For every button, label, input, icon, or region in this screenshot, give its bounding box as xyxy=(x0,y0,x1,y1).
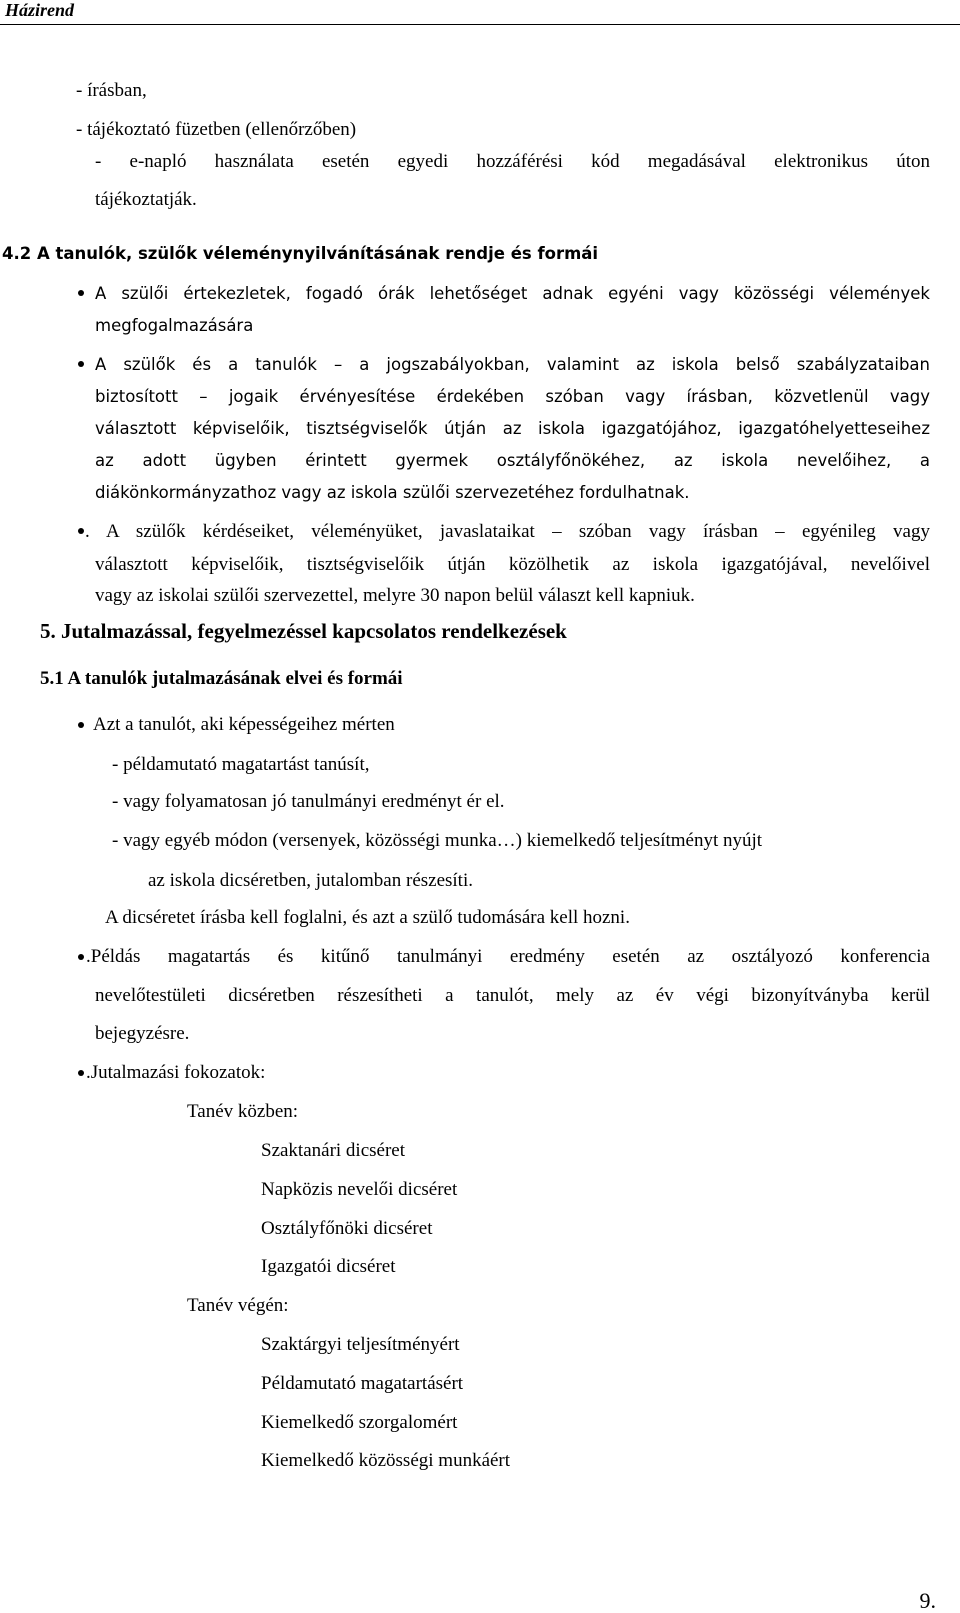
list-item-continuation: az iskola dicséretben, jutalomban részesíti. xyxy=(148,870,473,891)
section-heading-5-1: 5.1 A tanulók jutalmazásának elvei és formái xyxy=(40,668,403,689)
list-item: - tájékoztató füzetben (ellenőrzőben) xyxy=(76,119,357,140)
paragraph-line: A szülői értekezletek, fogadó órák lehetőséget adnak egyéni vagy közösségi vélemények xyxy=(95,284,930,303)
list-item: Kiemelkedő szorgalomért xyxy=(261,1412,458,1433)
paragraph-line: .Jutalmazási fokozatok: xyxy=(86,1062,266,1083)
section-heading-4-2: 4.2 A tanulók, szülők véleménynyilvánításának rendje és formái xyxy=(2,244,599,263)
list-item: - e-napló használata esetén egyedi hozzáférési kód megadásával elektronikus úton xyxy=(95,151,930,172)
list-item: Napközis nevelői dicséret xyxy=(261,1179,458,1200)
paragraph-line: A dicséretet írásba kell foglalni, és azt a szülő tudomására kell hozni. xyxy=(105,907,630,928)
paragraph-line: biztosított – jogaik érvényesítése érdekében szóban vagy írásban, közvetlenül vagy xyxy=(95,387,930,406)
list-item: - vagy folyamatosan jó tanulmányi eredményt ér el. xyxy=(112,791,505,812)
list-item: - vagy egyéb módon (versenyek, közösségi munka…) kiemelkedő teljesítményt nyújt xyxy=(112,830,763,851)
paragraph-line: megfogalmazására xyxy=(95,316,254,335)
section-heading-5: 5. Jutalmazással, fegyelmezéssel kapcsolatos rendelkezések xyxy=(40,619,567,643)
paragraph-line: .Példás magatartás és kitűnő tanulmányi eredmény esetén az osztályozó konferencia xyxy=(86,946,930,967)
bullet-icon xyxy=(78,954,84,960)
list-item: Kiemelkedő közösségi munkáért xyxy=(261,1450,511,1471)
paragraph-line: bejegyzésre. xyxy=(95,1023,190,1044)
paragraph-line: diákönkormányzathoz vagy az iskola szülői szervezetéhez fordulhatnak. xyxy=(95,483,690,502)
bullet-icon xyxy=(78,361,84,367)
paragraph-line: választott képviselőik, tisztségviselők útján az iskola igazgatójához, igazgatóhelyetteseihez xyxy=(95,419,930,438)
paragraph-line: nevelőtestületi dicséretben részesítheti a tanulót, mely az év végi bizonyítványba kerül xyxy=(95,985,930,1006)
paragraph-line: választott képviselőik, tisztségviselőik útján közölhetik az iskola igazgatójával, nevelőivel xyxy=(95,554,930,575)
bullet-icon xyxy=(78,528,84,534)
paragraph-line: . A szülők kérdéseiket, véleményüket, javaslataikat – szóban vagy írásban – egyénileg vagy xyxy=(85,521,930,542)
bullet-icon xyxy=(78,1070,84,1076)
list-item: Példamutató magatartásért xyxy=(261,1373,464,1394)
paragraph-line: az adott ügyben érintett gyermek osztályfőnökéhez, az iskola nevelőihez, a xyxy=(95,451,930,470)
page-number: 9. xyxy=(919,1588,936,1613)
list-item: - írásban, xyxy=(76,80,147,101)
paragraph-line: Azt a tanulót, aki képességeihez mérten xyxy=(93,714,395,735)
list-item-continuation: tájékoztatják. xyxy=(95,189,197,210)
bullet-icon xyxy=(78,722,84,728)
list-item: Igazgatói dicséret xyxy=(261,1256,396,1277)
list-item: Osztályfőnöki dicséret xyxy=(261,1218,433,1239)
sublist-label: Tanév végén: xyxy=(187,1295,289,1316)
paragraph-line: vagy az iskolai szülői szervezettel, melyre 30 napon belül választ kell kapniuk. xyxy=(95,585,695,606)
page-header xyxy=(0,0,960,25)
sublist-label: Tanév közben: xyxy=(187,1101,299,1122)
header-title: Házirend xyxy=(5,0,75,20)
list-item: Szaktanári dicséret xyxy=(261,1140,406,1161)
bullet-icon xyxy=(78,290,84,296)
list-item: - példamutató magatartást tanúsít, xyxy=(112,754,370,775)
list-item: Szaktárgyi teljesítményért xyxy=(261,1334,460,1355)
paragraph-line: A szülők és a tanulók – a jogszabályokban, valamint az iskola belső szabályzataiban xyxy=(95,355,930,374)
